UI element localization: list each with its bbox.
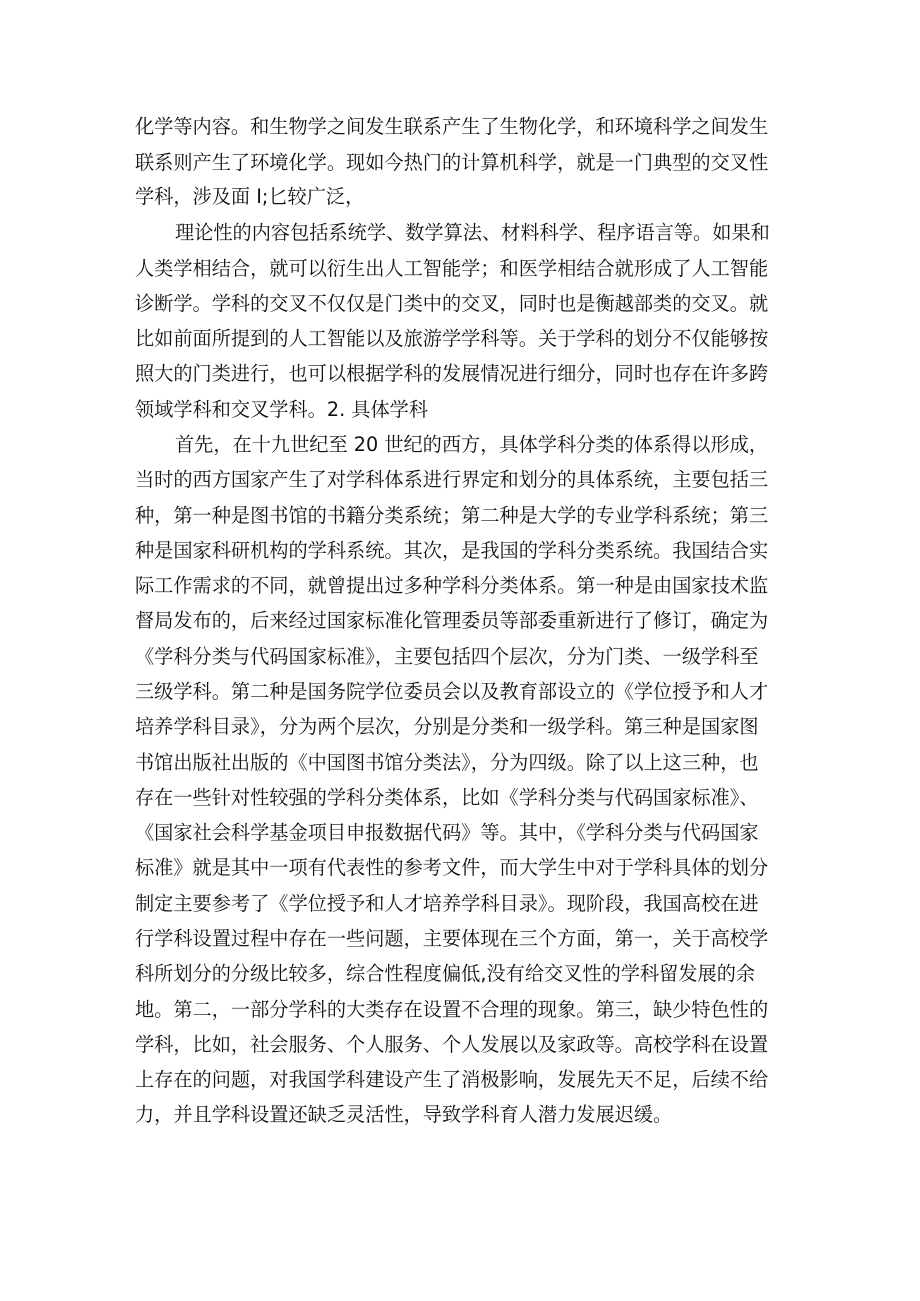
text-line: 培养学科目录》，分为两个层次，分别是分类和一级学科。第三种是国家图 <box>135 715 759 738</box>
text-line: 学科，比如，社会服务、个人服务、个人发展以及家政等。高校学科在设置 <box>135 1033 769 1056</box>
text-line: 比如前面所提到的人工智能以及旅游学学科等。关于学科的划分不仅能够按 <box>135 327 769 350</box>
text-line: 学科，涉及面 I;匕较广泛， <box>135 185 365 208</box>
text-line: 际工作需求的不同，就曾提出过多种学科分类体系。第一种是由国家技术监 <box>135 574 769 597</box>
text-line: 力，并且学科设置还缺乏灵活性，导致学科育人潜力发展迟缓。 <box>135 1103 673 1126</box>
text-line: 标准》就是其中一项有代表性的参考文件，而大学生中对于学科具体的划分 <box>135 856 769 879</box>
text-line: 照大的门类进行，也可以根据学科的发展情况进行细分，同时也存在许多跨 <box>135 362 769 385</box>
text-line: 当时的西方国家产生了对学科体系进行界定和划分的具体系统，主要包括三 <box>135 468 769 491</box>
text-line: 诊断学。学科的交叉不仅仅是门类中的交叉，同时也是衡越部类的交叉。就 <box>135 292 769 315</box>
text-line: 《国家社会科学基金项目申报数据代码》等。其中，《学科分类与代码国家 <box>135 821 759 844</box>
text-line: 化学等内容。和生物学之间发生联系产生了生物化学，和环境科学之间发生 <box>135 115 769 138</box>
text-line: 督局发布的，后来经过国家标准化管理委员等部委重新进行了修订，确定为 <box>135 609 769 632</box>
text-line: 科所划分的分级比较多，综合性程度偏低,没有给交叉性的学科留发展的余 <box>135 962 756 985</box>
text-line: 上存在的问题，对我国学科建设产生了消极影响，发展先天不足，后续不给 <box>135 1068 769 1091</box>
text-line: 《学科分类与代码国家标准》，主要包括四个层次，分为门类、一级学科至 <box>135 645 759 668</box>
text-line: 三级学科。第二种是国务院学位委员会以及教育部设立的《学位授予和人才 <box>135 680 769 703</box>
text-line: 书馆出版社出版的《中国图书馆分类法》，分为四级。除了以上这三种，也 <box>135 751 759 774</box>
text-line: 制定主要参考了《学位授予和人才培养学科目录》。现阶段，我国高校在进 <box>135 892 759 915</box>
paragraph-first-line: 首先，在十九世纪至 20 世纪的西方，具体学科分类的体系得以形成， <box>175 433 769 456</box>
paragraph-first-line: 理论性的内容包括系统学、数学算法、材料科学、程序语言等。如果和 <box>175 221 770 244</box>
text-line: 领域学科和交叉学科。2. 具体学科 <box>135 398 429 421</box>
text-line: 种是国家科研机构的学科系统。其次，是我国的学科分类系统。我国结合实 <box>135 539 769 562</box>
text-line: 行学科设置过程中存在一些问题，主要体现在三个方面，第一，关于高校学 <box>135 927 769 950</box>
text-line: 联系则产生了环境化学。现如今热门的计算机科学，就是一门典型的交叉性 <box>135 151 769 174</box>
text-line: 人类学相结合，就可以衍生出人工智能学；和医学相结合就形成了人工智能 <box>135 257 769 280</box>
text-line: 地。第二，一部分学科的大类存在设置不合理的现象。第三，缺少特色性的 <box>135 998 769 1021</box>
text-line: 存在一些针对性较强的学科分类体系，比如《学科分类与代码国家标准》、 <box>135 786 759 809</box>
text-line: 种，第一种是图书馆的书籍分类系统；第二种是大学的专业学科系统；第三 <box>135 504 769 527</box>
